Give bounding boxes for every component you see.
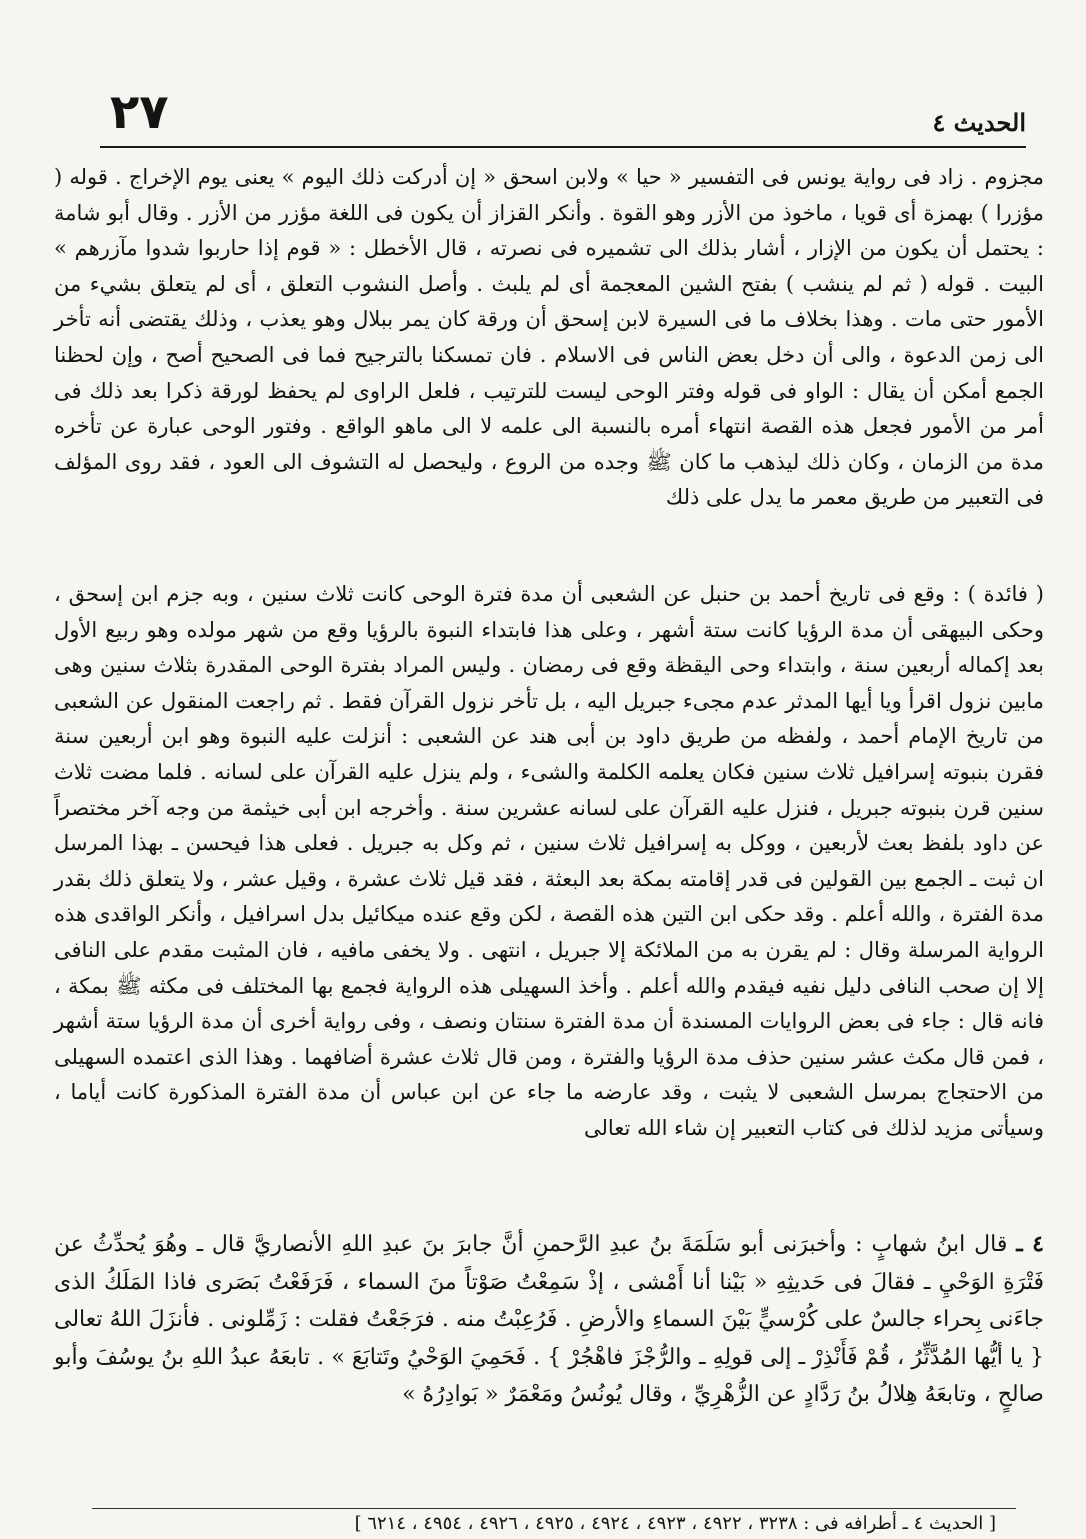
hadith-cross-references: [ الحديث ٤ ـ أطرافه فى : ٣٢٣٨ ، ٤٩٢٢ ، ٤٩٢٣ ، ٤٩٢٤ ، ٤٩٢٥ ، ٤٩٢٦ ، ٤٩٥٤ ، ٦٢١٤ ]	[354, 1513, 996, 1534]
hadith-section	[54, 1226, 1044, 1414]
running-title: الحديث ٤	[932, 108, 1026, 137]
benefit-note-paragraph: ( فائدة ) : وقع فى تاريخ أحمد بن حنبل عن الشعبى أن مدة فترة الوحى كانت ثلاث سنين ، وبه جزم ابن إسحق ، وحكى البيهقى أن مدة الرؤيا كانت ستة أشهر ، وعلى هذا فابتداء النبوة بالرؤيا وقع من شهر مولده وهو ربيع الأول بعد إكماله أربعين سنة ، وابتداء وحى اليقظة وقع فى رمضان . وليس المراد بفترة الوحى المقدرة بثلاث سنين وهى مابين نزول اقرأ ويا أيها المدثر عدم مجىء جبريل اليه ، بل تأخر نزول القرآن فقط . ثم راجعت المنقول عن الشعبى من تاريخ الإمام أحمد ، ولفظه من طريق داود بن أبى هند عن الشعبى : أنزلت عليه النبوة وهو ابن أربعين سنة فقرن بنبوته إسرافيل ثلاث سنين فكان يعلمه الكلمة والشىء ، ولم ينزل عليه القرآن على لسانه . فلما مضت ثلاث سنين قرن بنبوته جبريل ، فنزل عليه القرآن على لسانه عشرين سنة . وأخرجه ابن أبى خيثمة من وجه آخر مختصراً عن داود بلفظ بعث لأربعين ، ووكل به إسرافيل ثلاث سنين ، ثم وكل به جبريل . فعلى هذا فيحسن ـ بهذا المرسل ان ثبت ـ الجمع بين القولين فى قدر إقامته بمكة بعد البعثة ، فقد قيل ثلاث عشرة ، وقيل عشر ، ولا يتعلق ذلك بقدر مدة الفترة ، والله أعلم . وقد حكى ابن التين هذه القصة ، لكن وقع عنده ميكائيل بدل اسرافيل ، وأنكر الواقدى هذه الرواية المرسلة وقال : لم يقرن به من الملائكة إلا جبريل ، انتهى . ولا يخفى مافيه ، فان المثبت مقدم على النافى إلا إن صحب النافى دليل نفيه فيقدم والله أعلم . وأخذ السهيلى هذه الرواية فجمع بها المختلف فى مكثه ﷺ بمكة ، فانه قال : جاء فى بعض الروايات المسندة أن مدة الفترة سنتان ونصف ، وفى رواية أخرى أن مدة الرؤيا ستة أشهر ، فمن قال مكث عشر سنين حذف مدة الرؤيا والفترة ، ومن قال ثلاث عشرة أضافهما . وهذا الذى اعتمده السهيلى من الاحتجاج بمرسل الشعبى لا يثبت ، وقد عارضه ما جاء عن ابن عباس أن مدة الفترة المذكورة كانت أياما ، وسيأتى مزيد لذلك فى كتاب التعبير إن شاء الله تعالى	[54, 582, 1044, 1140]
hadith-paragraph	[54, 1226, 1044, 1414]
commentary-section	[54, 160, 1044, 516]
page-header	[100, 78, 1026, 148]
commentary-paragraph: مجزوم . زاد فى رواية يونس فى التفسير « حيا » ولابن اسحق « إن أدركت ذلك اليوم » يعنى يوم الإخراج . قوله ( مؤزرا ) بهمزة أى قويا ، ماخوذ من الأزر وهو القوة . وأنكر القزاز أن يكون فى اللغة مؤزر من الأزر . وقال أبو شامة : يحتمل أن يكون من الإزار ، أشار بذلك الى تشميره فى نصرته ، قال الأخطل : « قوم إذا حاربوا شدوا مآزرهم » البيت . قوله ( ثم لم ينشب ) بفتح الشين المعجمة أى لم يلبث . وأصل النشوب التعلق ، أى لم يتعلق بشيء من الأمور حتى مات . وهذا بخلاف ما فى السيرة لابن إسحق أن ورقة كان يمر ببلال وهو يعذب ، وذلك يقتضى أنه تأخر الى زمن الدعوة ، والى أن دخل بعض الناس فى الاسلام . فان تمسكنا بالترجيح فما فى الصحيح أصح ، وإن لحظنا الجمع أمكن أن يقال : الواو فى قوله وفتر الوحى ليست للترتيب ، فلعل الراوى لم يحفظ لورقة ذكرا بعد ذلك فى أمر من الأمور فجعل هذه القصة انتهاء أمره بالنسبة الى علمه لا الى ماهو الواقع . وفتور الوحى عبارة عن تأخره مدة من الزمان ، وكان ذلك ليذهب ما كان ﷺ وجده من الروع ، وليحصل له التشوف الى العود ، فقد روى المؤلف فى التعبير من طريق معمر ما يدل على ذلك	[54, 165, 1044, 510]
hadith-text: قال ابنُ شهابٍ : وأخبرَنى أبو سَلَمَةَ بنُ عبدِ الرَّحمنِ أنَّ جابرَ بنَ عبدِ اللهِ الأنصاريَّ قال ـ وهُوَ يُحدِّثُ عن فَتْرَةِ الوَحْيِ ـ فقالَ فى حَديثِهِ « بَيْنا أنا أَمْشى ، إذْ سَمِعْتُ صَوْتاً منَ السماء ، فَرَفَعْتُ بَصَرى فاذا المَلَكُ الذى جاءَنى بِحراء جالسٌ على كُرْسيٍّ بَيْنَ السماءِ والأرضِ . فَرُعِبْتُ منه . فرَجَعْتُ فقلت : زَمِّلونى . فأنزَلَ اللهُ تعالى { يا أيُّها المُدَّثِّرُ ، قُمْ فَأَنْذِرْ ـ إلى قولِهِ ـ والرُّجْزَ فاهْجُرْ } . فَحَمِيَ الوَحْيُ وتَتابَعَ » . تابعَهُ عبدُ اللهِ بنُ يوسُفَ وأبو صالحٍ ، وتابعَهُ هِلالُ بنُ رَدَّادٍ عن الزُّهْرِيِّ ، وقال يُونُسُ ومَعْمَرٌ « بَوادِرُهُ »	[54, 1232, 1044, 1407]
header-divider	[100, 146, 1026, 148]
page-number: ٢٧	[110, 84, 169, 140]
footnote-divider	[92, 1508, 1016, 1509]
benefit-note-section	[54, 577, 1044, 1147]
hadith-number: ٤ ـ	[1016, 1231, 1044, 1257]
